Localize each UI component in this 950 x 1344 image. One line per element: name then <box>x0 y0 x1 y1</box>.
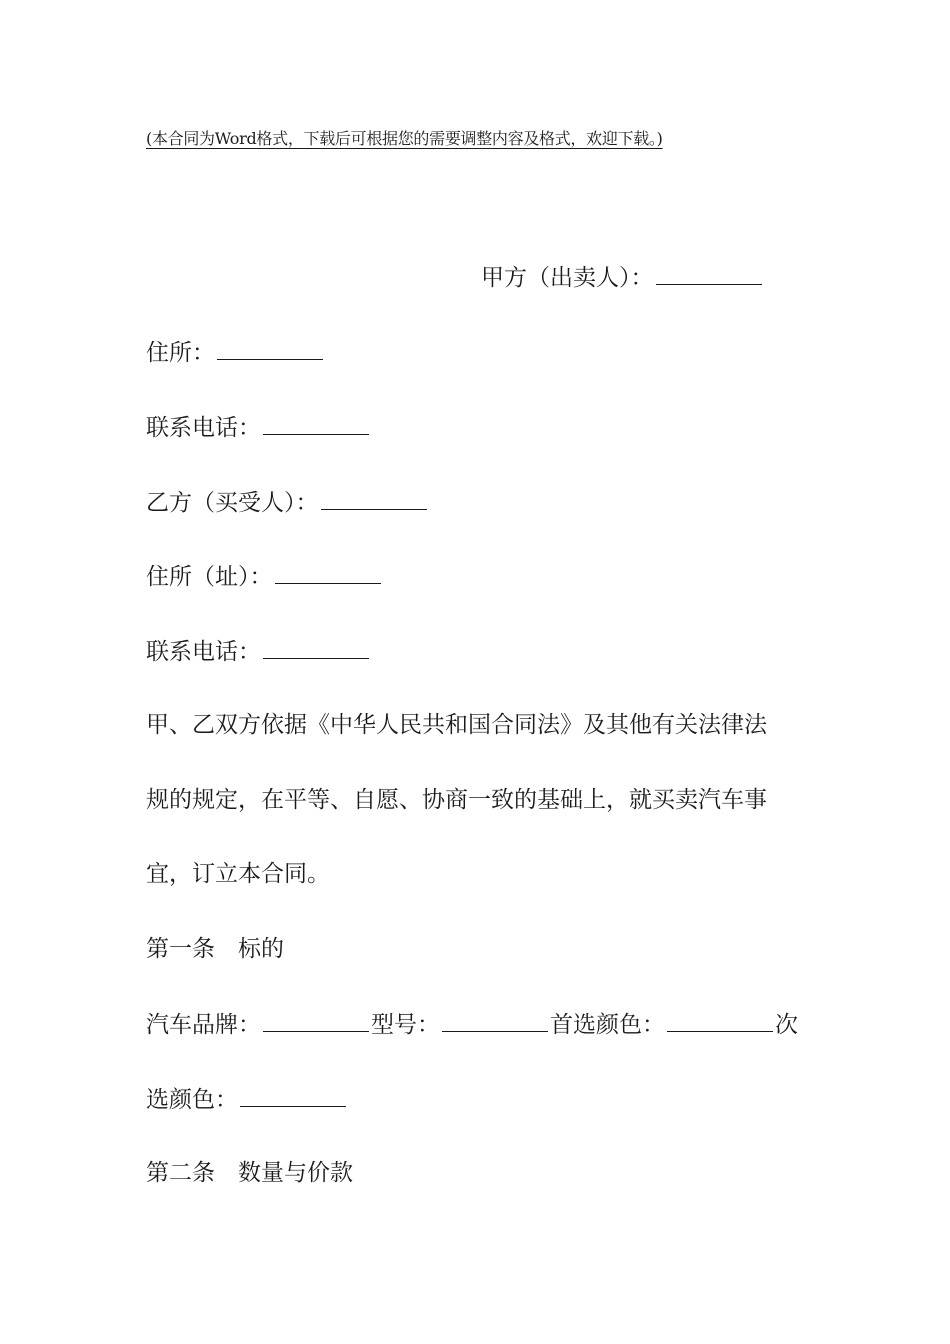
party-a-address-blank <box>217 337 323 360</box>
party-a-address-label: 住所： <box>146 340 215 366</box>
party-b-phone-label: 联系电话： <box>146 639 261 665</box>
secondary-color-blank <box>240 1084 346 1107</box>
article-1-fields-line <box>146 1009 798 1040</box>
format-note: (本合同为Word格式，下载后可根据您的需要调整内容及格式，欢迎下载。) <box>146 129 663 148</box>
party-b-address-line <box>146 561 383 592</box>
secondary-color-label-part1: 次 <box>775 1012 798 1038</box>
party-b-address-blank <box>275 561 381 584</box>
article-2-heading: 第二条 数量与价款 <box>146 1160 353 1186</box>
model-blank <box>442 1009 548 1032</box>
party-a-label: 甲方（出卖人）： <box>481 265 654 291</box>
party-a-phone-label: 联系电话： <box>146 415 261 441</box>
preamble-line-2: 规的规定，在平等、自愿、协商一致的基础上，就买卖汽车事 <box>146 787 767 813</box>
party-b-phone-blank <box>263 636 369 659</box>
preamble-line-3: 宜，订立本合同。 <box>146 861 330 887</box>
article-1-heading: 第一条 标的 <box>146 936 284 962</box>
brand-label: 汽车品牌： <box>146 1012 261 1038</box>
party-b-label: 乙方（买受人）： <box>146 490 319 516</box>
party-a-line <box>481 262 764 293</box>
primary-color-label: 首选颜色： <box>550 1012 665 1038</box>
model-label: 型号： <box>371 1012 440 1038</box>
party-a-phone-line <box>146 412 371 443</box>
secondary-color-label-part2: 选颜色： <box>146 1087 238 1113</box>
party-b-blank <box>321 487 427 510</box>
primary-color-blank <box>667 1009 773 1032</box>
party-a-address-line <box>146 337 325 368</box>
party-a-blank <box>656 262 762 285</box>
party-b-line <box>146 487 429 518</box>
brand-blank <box>263 1009 369 1032</box>
party-b-address-label: 住所（址）： <box>146 564 273 590</box>
secondary-color-line <box>146 1084 348 1115</box>
party-a-phone-blank <box>263 412 369 435</box>
preamble-line-1: 甲、乙双方依据《中华人民共和国合同法》及其他有关法律法 <box>146 712 767 738</box>
party-b-phone-line <box>146 636 371 667</box>
